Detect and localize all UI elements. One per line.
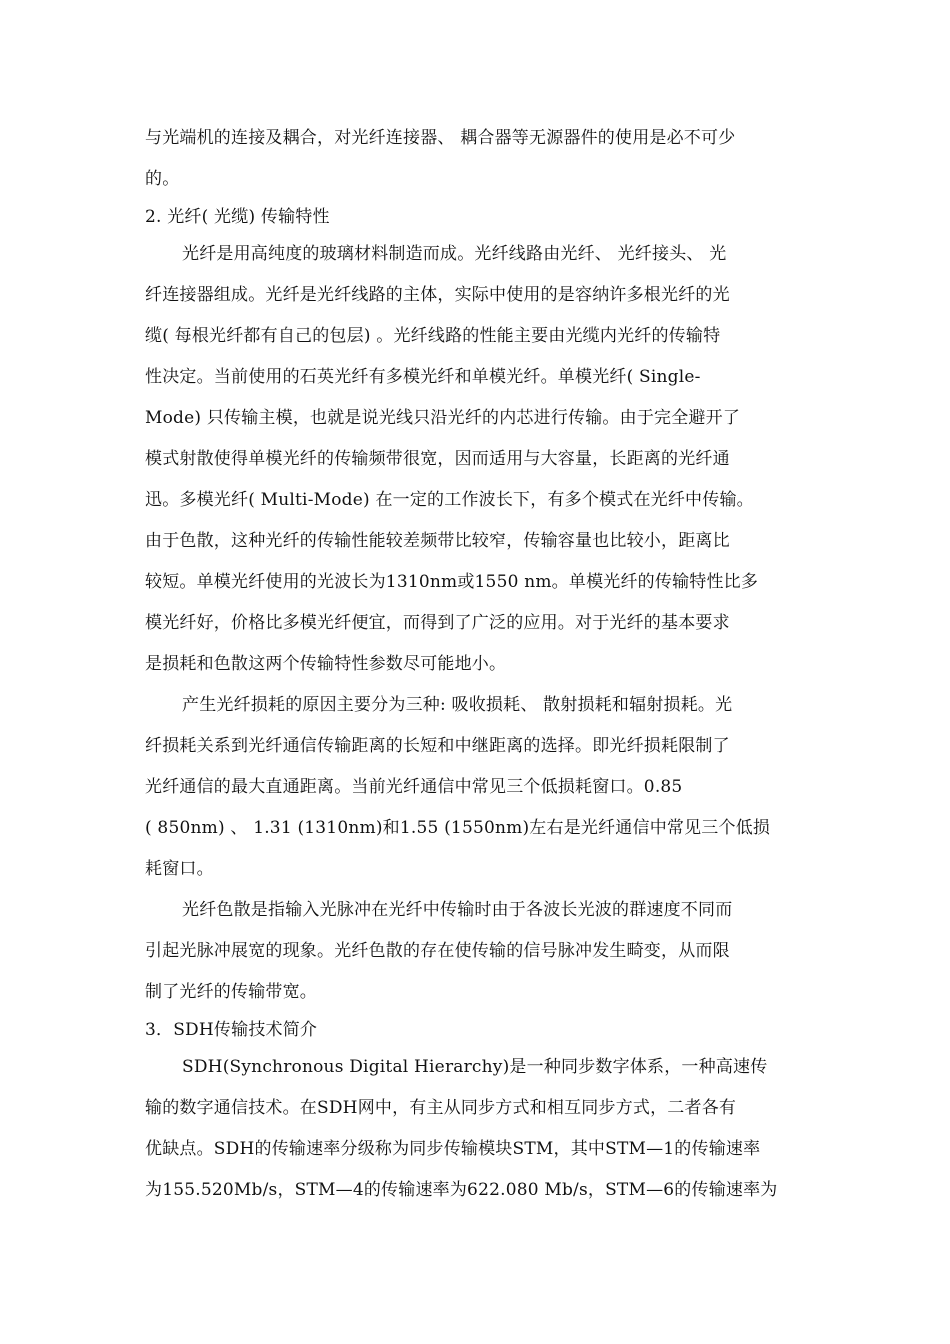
text-line: ( 850nm) 、 1.31 (1310nm)和1.55 (1550nm)左右是光纤通信中常见三个低损 — [145, 818, 771, 838]
text-line: 光纤通信的最大直通距离。当前光纤通信中常见三个低损耗窗口。0.85 — [145, 777, 683, 797]
section-heading: 3．SDH传输技术简介 — [145, 1020, 318, 1040]
paragraph-first-line: SDH(Synchronous Digital Hierarchy)是一种同步数字体系，一种高速传 — [182, 1057, 768, 1077]
document-body — [145, 118, 810, 1211]
text-line: 由于色散，这种光纤的传输性能较差频带比较窄，传输容量也比较小，距离比 — [145, 531, 730, 551]
text-line: 较短。单模光纤使用的光波长为1310nm或1550 nm。单模光纤的传输特性比多 — [145, 572, 759, 592]
text-line: 性决定。当前使用的石英光纤有多模光纤和单模光纤。单模光纤( Single- — [145, 367, 701, 387]
section-heading: 2. 光纤( 光缆) 传输特性 — [145, 207, 330, 227]
text-line: 缆( 每根光纤都有自己的包层) 。光纤线路的性能主要由光缆内光纤的传输特 — [145, 326, 721, 346]
text-line: 纤损耗关系到光纤通信传输距离的长短和中继距离的选择。即光纤损耗限制了 — [145, 736, 730, 756]
paragraph-first-line: 产生光纤损耗的原因主要分为三种: 吸收损耗、 散射损耗和辐射损耗。光 — [182, 695, 733, 715]
paragraph-first-line: 光纤色散是指输入光脉冲在光纤中传输时由于各波长光波的群速度不同而 — [182, 900, 733, 920]
paragraph-first-line: 光纤是用高纯度的玻璃材料制造而成。光纤线路由光纤、 光纤接头、 光 — [182, 244, 727, 264]
text-line: 模光纤好，价格比多模光纤便宜，而得到了广泛的应用。对于光纤的基本要求 — [145, 613, 730, 633]
text-line: 为155.520Mb/s，STM—4的传输速率为622.080 Mb/s，STM—6的传输速率为 — [145, 1180, 778, 1200]
text-line: 模式射散使得单模光纤的传输频带很宽，因而适用与大容量，长距离的光纤通 — [145, 449, 730, 469]
text-line: 纤连接器组成。光纤是光纤线路的主体，实际中使用的是容纳许多根光纤的光 — [145, 285, 730, 305]
text-line: Mode) 只传输主模，也就是说光线只沿光纤的内芯进行传输。由于完全避开了 — [145, 408, 741, 428]
text-line: 输的数字通信技术。在SDH网中，有主从同步方式和相互同步方式，二者各有 — [145, 1098, 737, 1118]
text-line: 引起光脉冲展宽的现象。光纤色散的存在使传输的信号脉冲发生畸变，从而限 — [145, 941, 730, 961]
text-line: 迅。多模光纤( Multi-Mode) 在一定的工作波长下，有多个模式在光纤中传输。 — [145, 490, 754, 510]
text-line: 制了光纤的传输带宽。 — [145, 982, 317, 1002]
text-line: 优缺点。SDH的传输速率分级称为同步传输模块STM，其中STM—1的传输速率 — [145, 1139, 761, 1159]
text-line: 耗窗口。 — [145, 859, 214, 879]
text-line: 与光端机的连接及耦合，对光纤连接器、 耦合器等无源器件的使用是必不可少 — [145, 128, 736, 148]
text-line: 是损耗和色散这两个传输特性参数尽可能地小。 — [145, 654, 507, 674]
text-line: 的。 — [145, 169, 180, 189]
